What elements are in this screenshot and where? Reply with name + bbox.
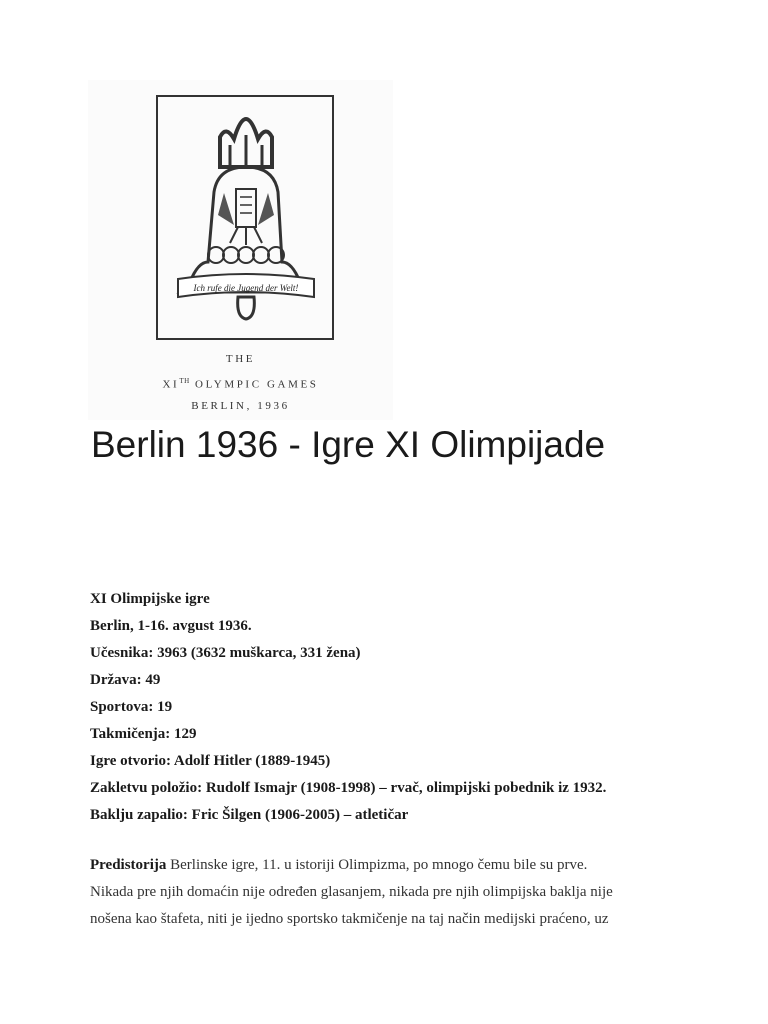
fact-item: Država: 49 [90,672,161,688]
paragraph-lead: Predistorija [90,857,167,873]
fact-item: Zakletvu položio: Rudolf Ismajr (1908-1998) – rvač, olimpijski pobednik iz 1932. [90,780,607,796]
olympic-bell-poster [88,80,393,420]
paragraph-line: nošena kao štafeta, niti je ijedno sportsko takmičenje na taj način medijski praćeno, uz [90,911,609,927]
poster-caption-games: XITH OLYMPIC GAMES [162,377,319,391]
poster-frame [156,95,334,340]
paragraph-line: Nikada pre njih domaćin nije određen glasanjem, nikada pre njih olimpijska baklja nije [90,884,613,900]
poster-caption-the: THE [225,353,256,365]
fact-item: Takmičenja: 129 [90,726,197,742]
fact-item: Sportova: 19 [90,699,173,715]
olympic-bell-icon [158,97,332,338]
fact-item: Baklju zapalio: Fric Šilgen (1906-2005) – atletičar [90,807,409,823]
fact-item: XI Olimpijske igre [90,591,210,607]
facts-list [90,586,606,829]
page-title: Berlin 1936 - Igre XI Olimpijade [91,424,606,465]
poster-caption-city: BERLIN, 1936 [191,400,290,412]
fact-item: Igre otvorio: Adolf Hitler (1889-1945) [90,753,331,769]
history-paragraph [90,852,690,933]
paragraph-line: Predistorija Berlinske igre, 11. u istoriji Olimpizma, po mnogo čemu bile su prve. [90,857,588,873]
ribbon-text: Ich rufe die Jugend der Welt! [193,283,299,293]
fact-item: Učesnika: 3963 (3632 muškarca, 331 žena) [90,645,361,661]
fact-item: Berlin, 1-16. avgust 1936. [90,618,252,634]
